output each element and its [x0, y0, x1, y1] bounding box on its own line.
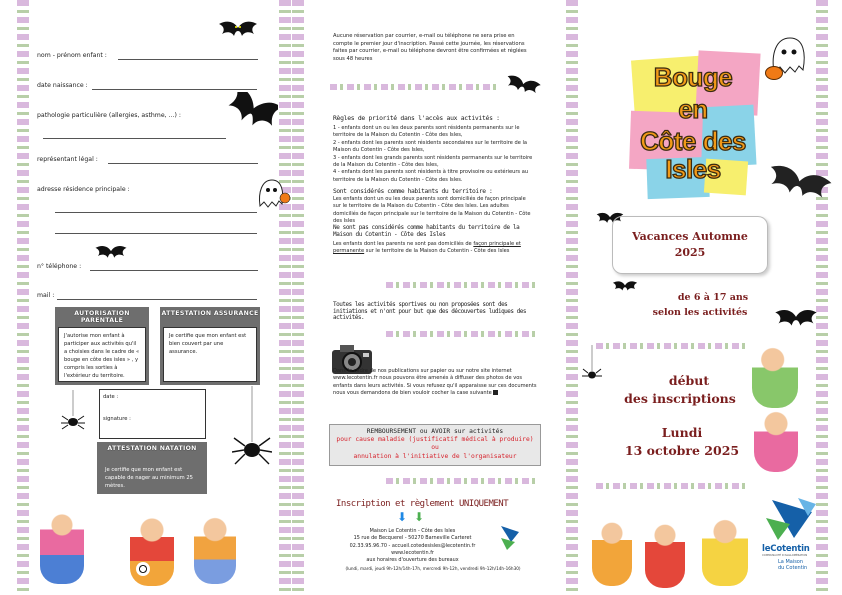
photo-consent-checkbox[interactable]: [493, 390, 498, 395]
bat-icon: [505, 74, 541, 100]
autorisation-parentale-text: J'autorise mon enfant à participer aux activités qu'il a choisies dans le cadre de « bouge en côte des isles » , y compris les sorties à l'extérieur du territoire.: [58, 327, 146, 382]
maison-logo-text: [762, 560, 820, 571]
child-figure-image: [194, 516, 236, 584]
field-label-naissance: date naissance :: [37, 82, 88, 89]
maison-logo-line: du Cotentin: [778, 564, 808, 571]
attestation-natation-title: ATTESTATION NATATION: [107, 445, 197, 452]
title-line: en: [678, 94, 708, 124]
bat-icon: [226, 92, 278, 136]
signature-label: signature :: [103, 416, 131, 422]
remboursement-line: pour cause maladie (justificatif médical à produire): [336, 436, 534, 444]
address-line: 02.33.95.96.70 - accueil.cotedesisles@lecotentin.fr: [349, 542, 476, 549]
attestation-natation-text: Je certifie que mon enfant est capable de nager au minimum 25 mètres.: [100, 462, 204, 491]
maison-logo-small: [497, 524, 523, 554]
pumpkin-icon: [765, 66, 783, 80]
priority-item: 1 - enfants dont un ou les deux parents sont résidents permanents sur le territoire de la Maison du Cotentin - Côte des Isles,: [333, 125, 520, 139]
representant-input-line[interactable]: [108, 163, 258, 164]
non-habitants-link: façon principale et permanente: [333, 241, 521, 255]
inscription-title: Inscription et règlement UNIQUEMENT: [336, 499, 509, 509]
adresse-input-line-2[interactable]: [55, 233, 257, 234]
address-line: Maison Le Cotentin - Côte des Isles: [369, 528, 456, 534]
field-label-telephone: n° téléphone :: [37, 263, 82, 270]
child-figure-image: [592, 520, 632, 586]
child-figure-image: [752, 346, 798, 408]
ghost-icon: [254, 176, 292, 216]
attestation-assurance-text: Je certifie que mon enfant est bien couvert par une assurance.: [163, 327, 257, 382]
logo-subtext: COMMUNAUTÉ D'AGGLOMÉRATION: [762, 554, 808, 557]
non-habitants-title: Ne sont pas considérés comme habitants du territoire de la Maison du Cotentin - Côte des Isles: [333, 224, 520, 238]
left-fold-stripe: [279, 0, 291, 595]
arrow-down-icon: ⬇: [414, 510, 425, 524]
vacances-label: Vacances Automne: [632, 230, 748, 243]
naissance-input-line[interactable]: [92, 89, 257, 90]
remboursement-line: annulation à l'initiative de l'organisateur: [353, 452, 517, 460]
non-habitants-text-part: sur le territoire de la Maison du Cotentin - Côte des Isles: [364, 248, 510, 255]
remboursement-box: [329, 424, 541, 466]
adresse-input-line-1[interactable]: [55, 212, 257, 213]
field-label-adresse: adresse résidence principale :: [37, 186, 130, 193]
field-label-mail: mail :: [37, 292, 55, 299]
left-edge-stripe: [17, 0, 29, 595]
divider-stripe: [596, 343, 746, 349]
habitants-text: Les enfants dont un ou les deux parents sont domiciliés de façon principale sur le territoire de la Maison du Cotentin - Côte des Isles. Les adultes domiciliés de façon principale sur le territoire de la Maison du Cotentin - Côte des Isles: [333, 196, 531, 225]
remboursement-line: REMBOURSEMENT ou AVOIR sur activités: [366, 428, 504, 435]
vacances-box: [612, 216, 768, 274]
divider-stripe: [330, 84, 500, 90]
divider-stripe: [596, 483, 746, 489]
photo-consent-text: [333, 368, 538, 398]
debut-line: début: [668, 373, 710, 388]
attestation-natation-box: [97, 442, 207, 494]
ages-line: de 6 à 17 ans: [677, 292, 749, 303]
child-figure-image: [40, 512, 84, 584]
title-line: Isles: [665, 154, 721, 184]
vacances-year: 2025: [674, 245, 706, 259]
date-label: date :: [103, 394, 119, 400]
middle-fold-stripe: [292, 0, 304, 595]
priority-title: Règles de priorité dans l'accès aux activités :: [333, 114, 500, 122]
nom-input-line[interactable]: [118, 59, 258, 60]
address-line: 15 rue de Becquerel - 50270 Barneville Carteret: [353, 535, 472, 542]
title-line: Côte des: [640, 126, 746, 156]
photo-consent-label: Dans le cadre de nos publications sur papier ou sur notre site internet www.lecotentin.fr nous pouvons être amenés à diffuser des photos de vos enfants dans leurs activités. Si vous refusez qu'il apparaisse sur ces documents nous vous demandons de bien vouloir cocher la case suivante: [333, 368, 537, 397]
divider-stripe: [386, 478, 536, 484]
debut-line: des inscriptions: [624, 391, 736, 407]
ages-info: [610, 290, 790, 320]
intro-text: Aucune réservation par courrier, e-mail ou téléphone ne sera prise en compte le premier jour d'inscription. Passé cette journée, les réservations faites par courrier, e-mail ou téléphone devront être confirmées et réglées sous 48 heures: [333, 33, 527, 62]
autorisation-parentale-title: AUTORISATION PARENTALE: [74, 310, 130, 325]
non-habitants-text-part: Les enfants dont les parents ne sont pas domiciliés de: [333, 241, 474, 247]
divider-stripe: [386, 331, 536, 337]
title-line: Bouge: [653, 62, 733, 92]
priority-list: [333, 125, 533, 184]
logo-text: leCotentin: [762, 544, 810, 554]
autorisation-parentale-box: [55, 307, 149, 385]
telephone-input-line[interactable]: [90, 270, 258, 271]
bat-icon: [94, 243, 128, 265]
remboursement-line: ou: [431, 444, 439, 452]
address-line: aux horaires d'ouverture des bureaux: [366, 557, 459, 564]
priority-item: 4 - enfants dont les parents sont résidents à titre provisoire ou extérieurs au territoire de la Maison du Cotentin - Côte des Isles.: [333, 169, 529, 183]
bat-icon: [766, 163, 832, 207]
date-line: Lundi: [661, 425, 703, 440]
priority-item: 3 - enfants dont les grands parents sont résidents permanents sur le territoire de la Maison du Cotentin - Côte des Isles,: [333, 154, 533, 168]
sorties-note: Toutes les activités sportives ou non proposées sont des initiations et n'ont pour but que des découvertes ludiques des activités.: [333, 301, 526, 322]
debut-inscriptions: [612, 372, 748, 408]
brochure-title: [618, 64, 768, 182]
spider-icon: [232, 386, 272, 470]
priority-item: 2 - enfants dont les parents sont résidents secondaires sur le territoire de la Maison du Cotentin - Côte des Isles,: [333, 139, 528, 154]
divider-stripe: [386, 282, 536, 288]
address-block: [330, 528, 495, 565]
mail-input-line[interactable]: [57, 299, 257, 300]
habitants-title: Sont considérés comme habitants du territoire :: [333, 188, 493, 195]
attestation-assurance-title: ATTESTATION ASSURANCE: [161, 310, 259, 317]
date-inscriptions: [606, 424, 758, 459]
maison-logo-line: La Maison: [778, 559, 804, 565]
spider-icon: [60, 390, 86, 434]
date-line: 13 octobre 2025: [624, 442, 740, 458]
lecotentin-logo: [762, 494, 820, 574]
spider-icon: [582, 345, 602, 385]
office-hours: (lundi, mardi, jeudi 9h-12h/14h-17h, mercredi 9h-12h, vendredi 9h-12h/14h-16h30): [345, 566, 521, 571]
address-line: www.lecotentin.fr: [391, 550, 434, 557]
field-label-representant: représentant légal :: [37, 156, 98, 163]
attestation-assurance-box: [160, 307, 260, 385]
non-habitants-text: [333, 241, 533, 256]
child-figure-image: [754, 410, 798, 472]
right-fold-stripe: [566, 0, 578, 595]
field-label-nom: nom - prénom enfant :: [37, 52, 107, 59]
child-figure-image: [645, 522, 685, 588]
child-figure-image: [702, 518, 748, 586]
ball-icon: [136, 562, 150, 576]
bat-icon: [218, 18, 258, 44]
date-signature-box[interactable]: [99, 389, 206, 439]
ages-line: selon les activités: [652, 307, 748, 319]
pathologie-input-line[interactable]: [43, 138, 226, 139]
arrow-down-icon: ⬇: [397, 510, 408, 524]
child-figure-image: [130, 516, 174, 586]
field-label-pathologie: pathologie particulière (allergies, asthme, ...) :: [37, 112, 181, 119]
